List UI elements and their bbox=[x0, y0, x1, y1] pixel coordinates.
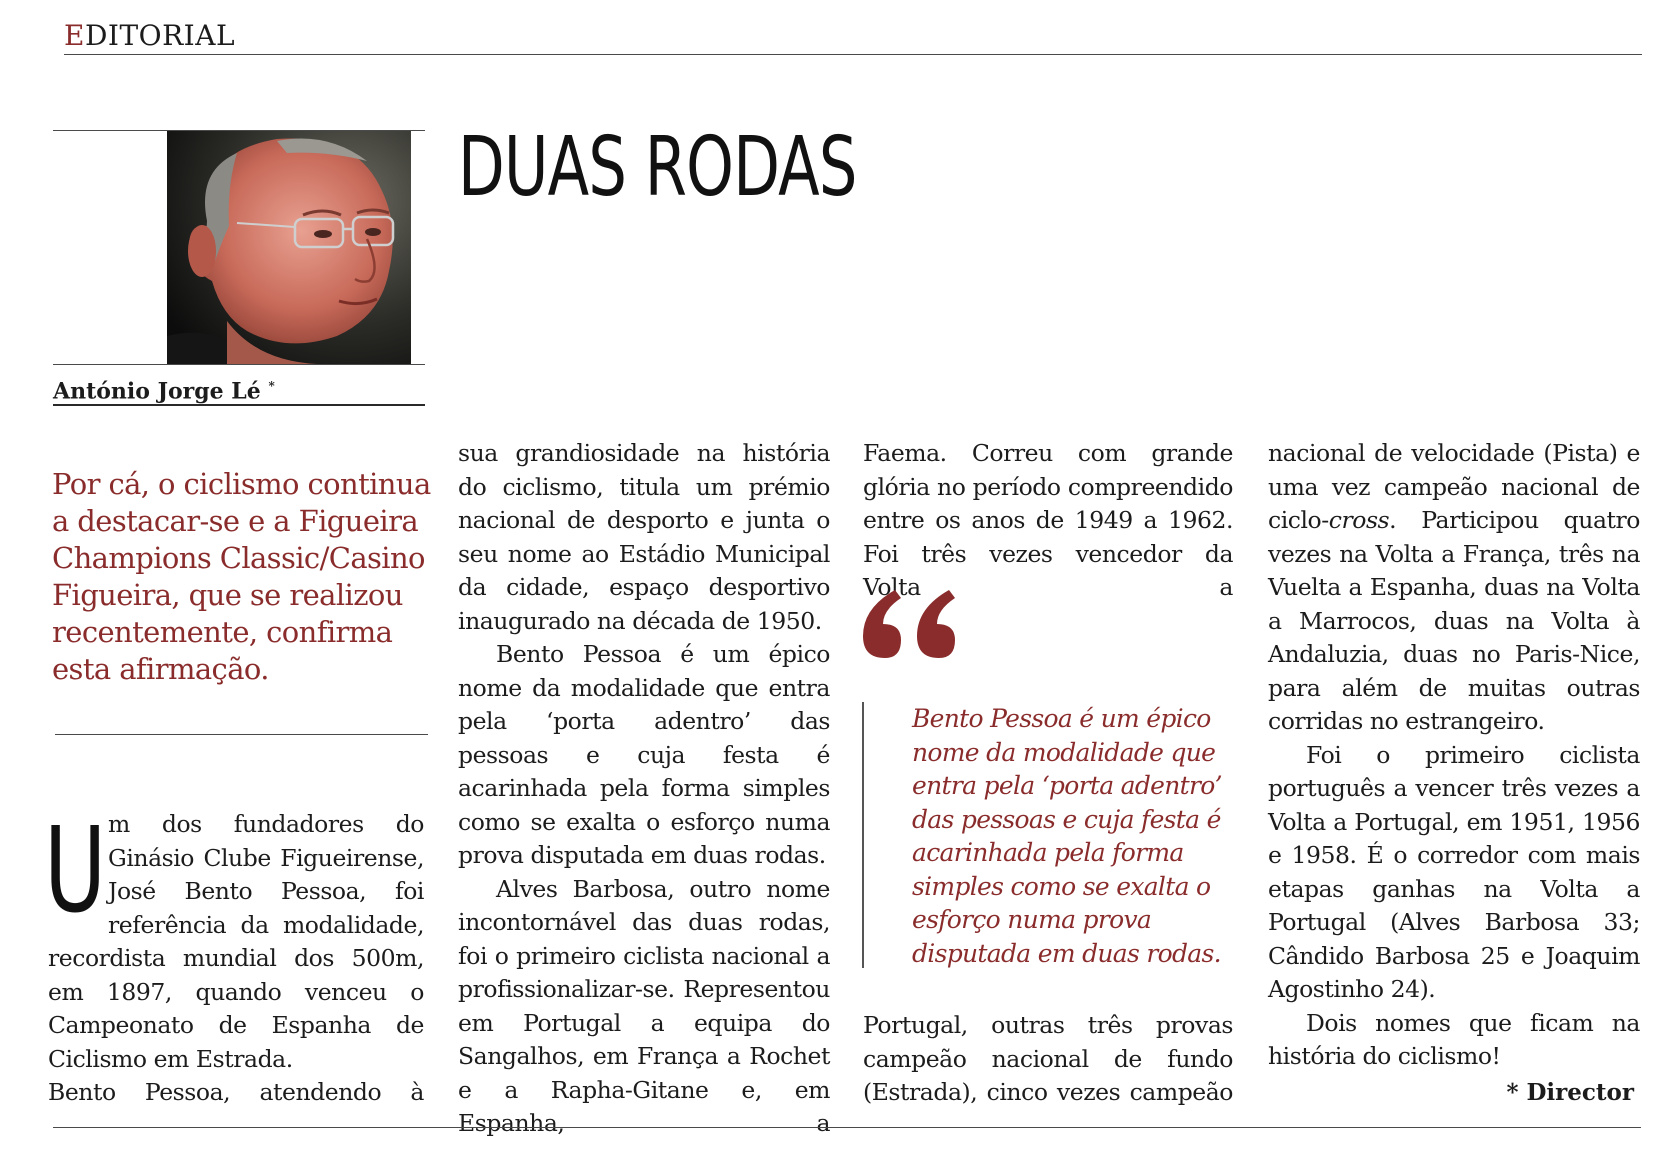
photo-bottom-rule bbox=[53, 364, 425, 365]
article-paragraph: Portugal, outras três provas campeão nacional de fundo (Estrada), cinco vezes campeão bbox=[863, 1011, 1233, 1106]
lead-bottom-rule bbox=[55, 734, 428, 735]
author-role-signature: * Director bbox=[1506, 1079, 1634, 1106]
article-paragraph: Alves Barbosa, outro nome incontornável das duas rodas, foi o primeiro ciclista nacional a profissionalizar-se. Representou em Portugal a equipa do Sangalhos, em França a Rochet e a Rapha-Gitane e, em Espanha, a bbox=[458, 874, 830, 1137]
article-paragraph: sua grandiosidade na história do ciclismo, titula um prémio nacional de desporto e junta o seu nome ao Estádio Municipal da cidade, espaço desportivo inaugurado na década de 1950. bbox=[458, 439, 830, 635]
article-paragraph: Foi o primeiro ciclista português a vencer três vezes a Volta a Portugal, em 1951, 1956 e 1958. É o corredor com mais etapas ganhas na Volta a Portugal (Alves Barbosa 33; Cândido Barbosa 25 e Joaquim Agostinho 24). bbox=[1268, 740, 1640, 1003]
article-lead: Por cá, o ciclismo continua a destacar-se e a Figueira Champions Classic/Casino Figueira, que se realizou recentemente, confirma esta afirmação. bbox=[52, 467, 431, 686]
author-marker: * bbox=[268, 379, 275, 393]
section-header-label: DITORIAL bbox=[84, 19, 236, 52]
page-bottom-rule bbox=[53, 1127, 1641, 1128]
drop-cap: U bbox=[44, 801, 106, 939]
quote-mark-icon bbox=[857, 580, 977, 680]
article-paragraph: Bento Pessoa, atendendo à bbox=[48, 1078, 424, 1106]
article-paragraph: Bento Pessoa é um épico nome da modalidade que entra pela ‘porta adentro’ das pessoas e cuja festa é acarinhada pela forma simples como se exalta o esforço numa prova disputada em duas rodas. bbox=[458, 640, 830, 869]
article-paragraph: Um dos fundadores do Ginásio Clube Figueirense, José Bento Pessoa, foi referência da modalidade, recordista mundial dos 500m, em 1897, quando venceu o Campeonato de Espanha de Ciclismo em Estrada. bbox=[44, 801, 424, 1073]
author-name: António Jorge Lé bbox=[53, 378, 261, 405]
article-column-2 bbox=[458, 437, 830, 1141]
byline-bottom-rule bbox=[53, 404, 425, 406]
article-paragraph: Dois nomes que ficam na história do ciclismo! bbox=[1268, 1008, 1640, 1070]
author-portrait-image bbox=[167, 131, 411, 364]
author-byline bbox=[53, 372, 423, 405]
author-photo bbox=[167, 131, 411, 364]
article-paragraph: nacional de velocidade (Pista) e uma vez campeão nacional de ciclo-cross. Participou quatro vezes na Volta a França, três na Vuelta a Espanha, duas na Volta a Marrocos, duas na Volta à Andaluzia, duas no Paris-Nice, para além de muitas outras corridas no estrangeiro. bbox=[1268, 439, 1640, 735]
article-column-3-continued bbox=[863, 1009, 1233, 1110]
article-column-4 bbox=[1268, 437, 1640, 1074]
pull-quote bbox=[862, 702, 1220, 968]
section-header bbox=[64, 18, 1642, 55]
article-headline: DUAS RODAS bbox=[458, 120, 857, 215]
article-paragraph: Faema. Correu com grande glória no período compreendido entre os anos de 1949 a 1962. Foi três vezes vencedor da Volta a bbox=[863, 439, 1233, 601]
section-header-initial: E bbox=[64, 19, 85, 52]
pull-quote-text: Bento Pessoa é um épico nome da modalidade que entra pela ‘porta adentro’ das pessoas e cuja festa é acarinhada pela forma simples como se exalta o esforço numa prova disputada em duas rodas. bbox=[912, 704, 1222, 968]
article-column-1 bbox=[44, 801, 424, 1110]
